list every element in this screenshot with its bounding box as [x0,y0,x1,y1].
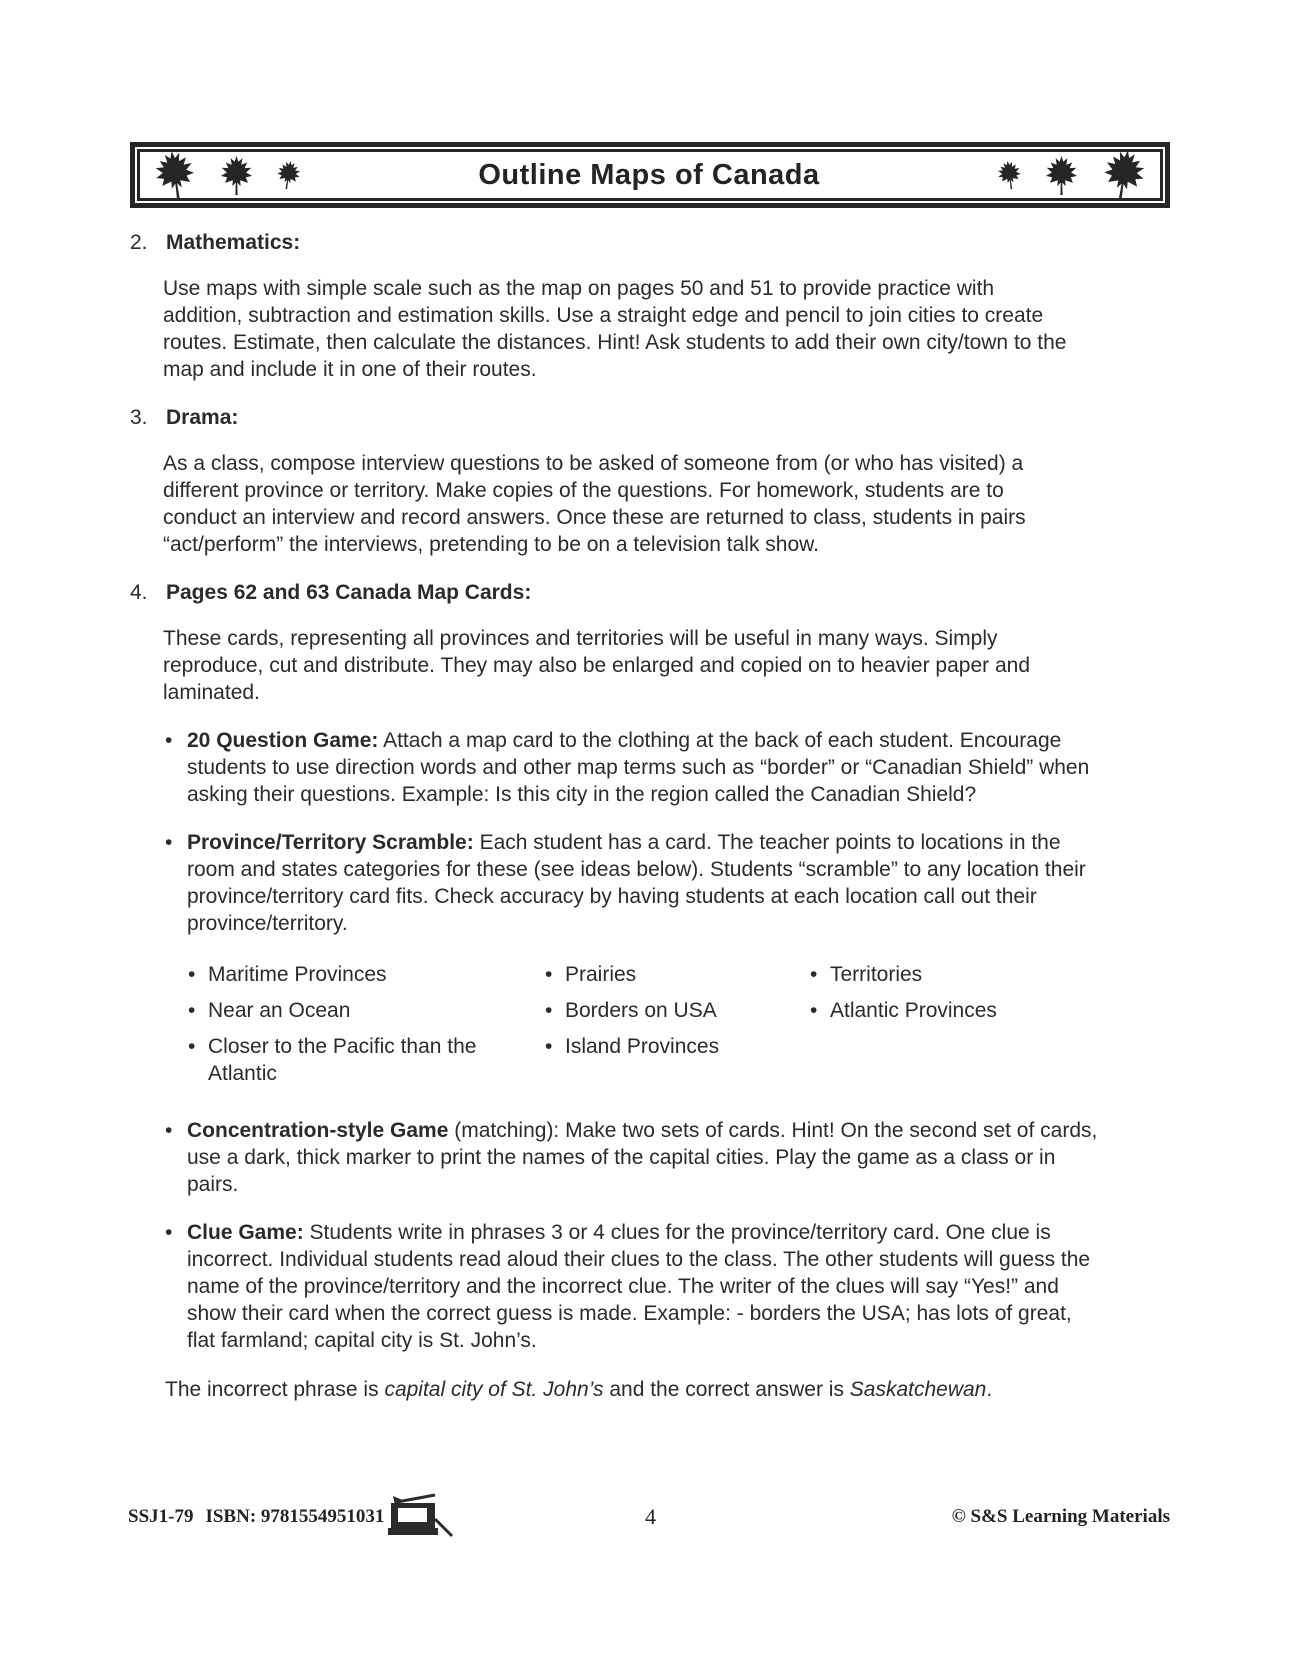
bullet-dot: • [188,1035,196,1058]
bullet-clue-game [165,1219,1170,1354]
bullet-text [187,727,1105,808]
bullet-dot: • [545,1035,553,1058]
bullet-text [187,1117,1105,1198]
bullet-province-territory-scramble [165,829,1170,937]
bullet-dot: • [810,963,818,986]
section-title: Drama: [166,406,239,429]
category-column-3 [810,961,1170,1096]
bullet-dot: • [165,831,173,854]
section-paragraph: As a class, compose interview questions to be asked of someone from (or who has visited) a different province or territory. Make copies of the questions. For homework, students are to conduct an interview and record answers. Once these are returned to class, students in pairs “act/perform” the interviews, pretending to be on a television talk show. [163,452,1026,556]
maple-leaf-icon [994,158,1025,191]
category-label: Territories [830,963,923,986]
closing-italic-answer: Saskatchewan [849,1378,987,1401]
maple-leaf-icon [273,158,304,192]
maple-leaves-right [996,149,1148,201]
bullet-dot: • [165,729,173,752]
list-item [545,997,810,1024]
category-label: Atlantic Provinces [830,999,997,1022]
closing-line [165,1376,1170,1403]
category-columns [188,961,1170,1096]
bullet-dot: • [188,999,196,1022]
bullet-dot: • [165,1119,173,1142]
bullet-rest: Each student has a card. The teacher points to locations in the room and states categories for these (see ideas below). Students “scramble” to any location their province/territory card fits. Check accuracy by having students at each location call out their province/territory. [187,831,1086,935]
isbn: ISBN: 9781554951031 [205,1506,385,1527]
bullet-rest: (matching): Make two sets of cards. Hint! On the second set of cards, use a dark, thick marker to print the names of the capital cities. Play the game as a class or in pairs. [187,1119,1098,1196]
bullet-lead: 20 Question Game: [187,729,379,752]
section-title: Pages 62 and 63 Canada Map Cards: [166,581,532,604]
section-mathematics [130,229,1170,383]
maple-leaves-left [152,150,302,200]
copyright: © S&S Learning Materials [951,1506,1170,1527]
category-label: Island Provinces [565,1035,720,1058]
section-number: 4. [130,581,148,604]
section-number: 2. [130,231,148,254]
list-item [188,1033,545,1087]
section-heading [130,579,1170,606]
list-item [545,961,810,988]
category-column-1 [188,961,545,1096]
maple-leaf-icon [218,155,255,196]
category-label: Borders on USA [565,999,717,1022]
bullet-rest: Students write in phrases 3 or 4 clues for the province/territory card. One clue is incorrect. Individual students read aloud their clues to the class. The other students will guess the name of the province/territory and the incorrect clue. The writer of the clues will say “Yes!” and show their card when the correct guess is made. Example: - borders the USA; has lots of great, flat farmland; capital city is St. John’s. [187,1221,1091,1352]
list-item [545,1033,810,1060]
bullet-lead: Concentration-style Game [187,1119,449,1142]
category-column-2 [545,961,810,1096]
bullet-dot: • [545,999,553,1022]
category-label: Closer to the Pacific than the Atlantic [208,1035,477,1085]
bullet-dot: • [545,963,553,986]
section-paragraph: These cards, representing all provinces and territories will be useful in many ways. Simply reproduce, cut and distribute. They may also be enlarged and copied on to heavier paper and laminated. [163,627,1031,704]
bullet-rest: Attach a map card to the clothing at the back of each student. Encourage students to use direction words and other map terms such as “border” or “Canadian Shield” when asking their questions. Example: Is this city in the region called the Canadian Shield? [187,729,1090,806]
category-label: Maritime Provinces [208,963,387,986]
bullet-dot: • [165,1221,173,1244]
category-label: Near an Ocean [208,999,351,1022]
closing-text: The incorrect phrase is [165,1378,385,1401]
title-banner-inner [137,149,1163,201]
maple-leaf-icon [1096,146,1152,205]
section-paragraph: Use maps with simple scale such as the map on pages 50 and 51 to provide practice with addition, subtraction and estimation skills. Use a straight edge and pencil to join cities to create routes. Estimate, then calculate the distances. Hint! Ask students to add their own city/town to the map and include it in one of their routes. [163,277,1067,381]
list-item [810,997,1170,1024]
section-title: Mathematics: [166,231,301,254]
bullet-text [187,829,1105,937]
bullet-dot: • [188,963,196,986]
page-title: Outline Maps of Canada [478,158,820,191]
product-code: SSJ1-79 [128,1506,194,1527]
closing-text: . [986,1378,993,1401]
closing-italic-phrase: capital city of St. John’s [384,1378,604,1401]
section-drama [130,404,1170,558]
bullet-dot: • [810,999,818,1022]
list-item [188,961,545,988]
maple-leaf-icon [1043,155,1080,196]
section-number: 3. [130,406,148,429]
title-banner [130,142,1170,208]
list-item [188,997,545,1024]
page-number: 4 [645,1504,656,1529]
bullet-20-question-game [165,727,1170,808]
page-footer [0,1492,1301,1544]
section-heading [130,229,1170,256]
section-map-cards [130,579,1170,706]
bullet-lead: Province/Territory Scramble: [187,831,474,854]
closing-text: and the correct answer is [603,1378,850,1401]
category-label: Prairies [565,963,637,986]
bullet-concentration-style-game [165,1117,1170,1198]
section-heading [130,404,1170,431]
bullet-text [187,1219,1105,1354]
bullet-lead: Clue Game: [187,1221,304,1244]
list-item [810,961,1170,988]
maple-leaf-icon [149,147,202,203]
